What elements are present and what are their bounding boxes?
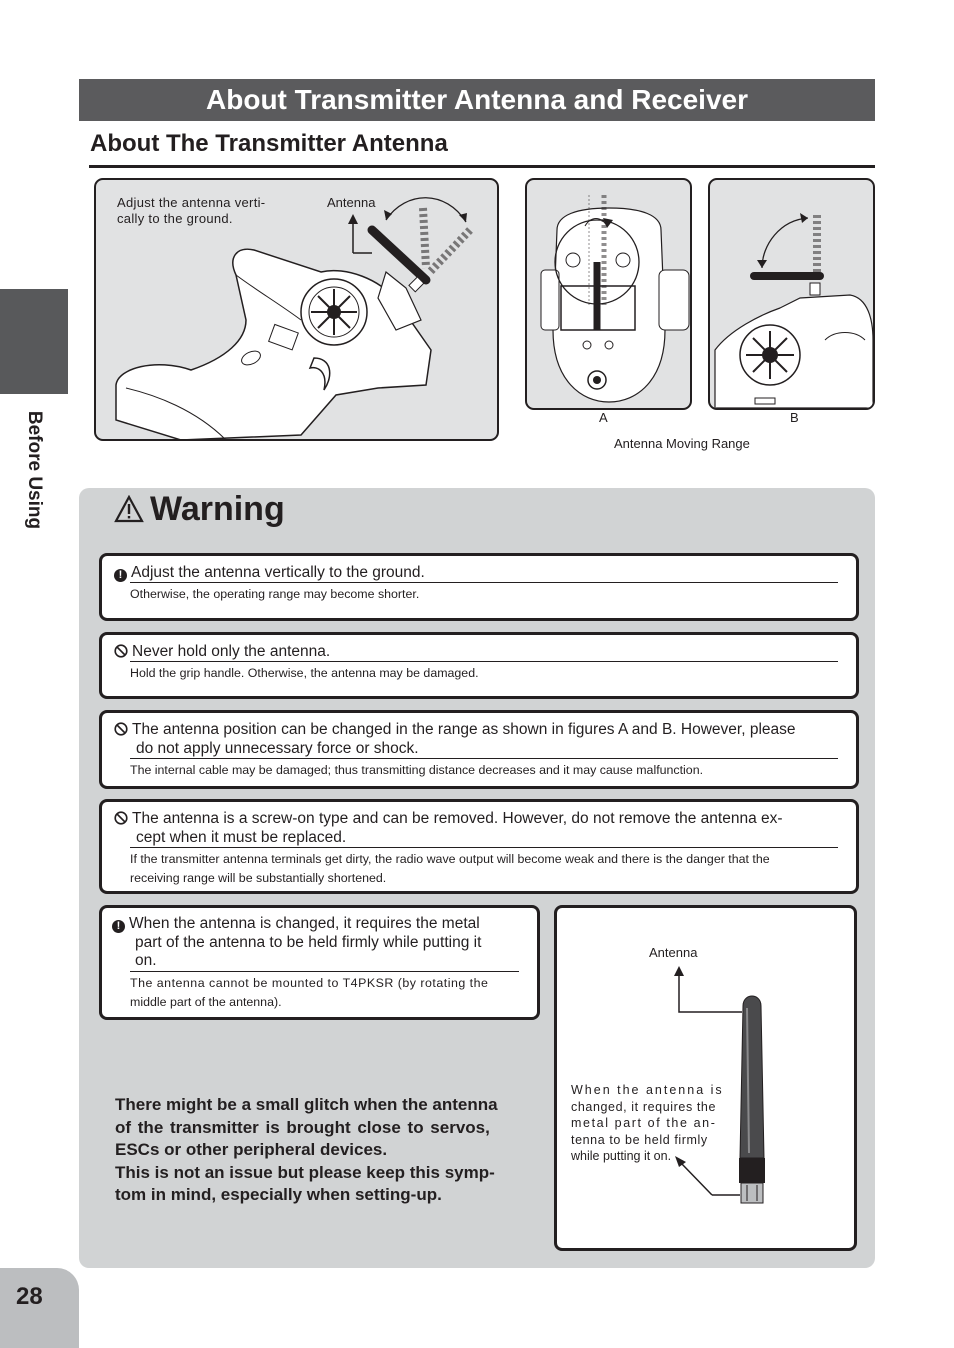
- warning-item: [99, 632, 859, 699]
- warning-item-heading: [114, 642, 330, 661]
- warning-item-heading: [112, 914, 480, 933]
- prohibited-icon: [114, 811, 128, 825]
- section-heading: About The Transmitter Antenna: [90, 130, 448, 157]
- warning-item-heading-text: Adjust the antenna vertically to the ground.: [131, 564, 425, 581]
- warning-item-rule: [130, 582, 838, 583]
- transmitter-figure: [94, 178, 499, 441]
- figure-a-label: A: [599, 410, 608, 425]
- warning-item-heading-cont: cept when it must be replaced.: [136, 829, 347, 846]
- warning-triangle-icon: [114, 495, 144, 523]
- glitch-note-line: This is not an issue but please keep this symp-: [115, 1162, 495, 1182]
- antenna-callout-label: Antenna: [649, 945, 698, 960]
- page-title: About Transmitter Antenna and Receiver: [79, 79, 875, 121]
- antenna-figure: [554, 905, 857, 1251]
- figure-b-illustration: [710, 180, 873, 408]
- warning-title-text: Warning: [150, 490, 285, 528]
- warning-item-heading-text: When the antenna is changed, it requires the metal: [129, 915, 480, 932]
- warning-item-detail: Hold the grip handle. Otherwise, the antenna may be damaged.: [130, 666, 479, 680]
- warning-item-heading-cont: part of the antenna to be held firmly while putting it: [135, 934, 482, 951]
- warning-item-rule: [130, 758, 838, 759]
- side-tab: [0, 289, 68, 394]
- warning-item-heading: [114, 563, 425, 582]
- warning-item-heading: [114, 720, 796, 739]
- warning-item-heading-cont: do not apply unnecessary force or shock.: [136, 740, 419, 757]
- range-caption: Antenna Moving Range: [614, 436, 750, 451]
- warning-item-heading: [114, 809, 783, 828]
- antenna-caption-line: while putting it on.: [571, 1149, 672, 1163]
- glitch-note: [115, 1094, 535, 1207]
- warning-item-rule: [130, 847, 838, 848]
- page-number: 28: [16, 1283, 43, 1310]
- antenna-instruction-line: cally to the ground.: [117, 211, 233, 226]
- glitch-note-line: There might be a small glitch when the antenna: [115, 1095, 498, 1114]
- section-divider: [89, 165, 875, 168]
- antenna-label: Antenna: [327, 195, 376, 210]
- warning-item: [99, 905, 540, 1020]
- glitch-note-line: of the transmitter is brought close to servos,: [115, 1117, 490, 1137]
- antenna-instruction: [117, 195, 292, 227]
- warning-item: [99, 799, 859, 894]
- warning-item-heading-text: The antenna position can be changed in the range as shown in figures A and B. However, please: [132, 721, 796, 738]
- warning-item-detail: The antenna cannot be mounted to T4PKSR (by rotating the: [130, 976, 489, 990]
- warning-item-detail: Otherwise, the operating range may become shorter.: [130, 587, 420, 601]
- warning-item-heading-cont: on.: [135, 952, 157, 969]
- warning-item-detail: middle part of the antenna).: [130, 995, 282, 1009]
- warning-item-detail: If the transmitter antenna terminals get dirty, the radio wave output will become weak and there is the danger that the: [130, 852, 770, 866]
- antenna-illustration: [557, 908, 854, 1248]
- glitch-note-line: ESCs or other peripheral devices.: [115, 1140, 388, 1159]
- antenna-caption-line: tenna to be held firmly: [571, 1132, 708, 1147]
- side-tab-label: Before Using: [24, 410, 45, 530]
- antenna-caption: [571, 1082, 724, 1165]
- warning-item: [99, 710, 859, 789]
- warning-item-rule: [130, 971, 519, 972]
- warning-item-detail: receiving range will be substantially shortened.: [130, 871, 387, 885]
- glitch-note-line: tom in mind, especially when setting-up.: [115, 1185, 442, 1204]
- warning-item-heading-text: Never hold only the antenna.: [132, 643, 331, 660]
- warning-item-heading-text: The antenna is a screw-on type and can be removed. However, do not remove the antenna ex-: [132, 810, 783, 827]
- warning-title: [114, 490, 285, 529]
- figure-b-label: B: [790, 410, 799, 425]
- warning-item-rule: [130, 661, 838, 662]
- prohibited-icon: [114, 644, 128, 658]
- warning-item-detail: The internal cable may be damaged; thus transmitting distance decreases and it may cause malfunction.: [130, 763, 704, 777]
- antenna-instruction-line: Adjust the antenna verti-: [117, 195, 266, 210]
- warning-item: [99, 553, 859, 621]
- figure-b: [708, 178, 875, 410]
- antenna-caption-line: metal part of the an-: [571, 1116, 717, 1130]
- prohibited-icon: [114, 722, 128, 736]
- exclamation-icon: !: [114, 569, 127, 582]
- antenna-caption-line: When the antenna is: [571, 1083, 724, 1097]
- figure-a: [525, 178, 692, 410]
- antenna-caption-line: changed, it requires the: [571, 1099, 717, 1114]
- exclamation-icon: !: [112, 920, 125, 933]
- figure-a-illustration: [527, 180, 690, 408]
